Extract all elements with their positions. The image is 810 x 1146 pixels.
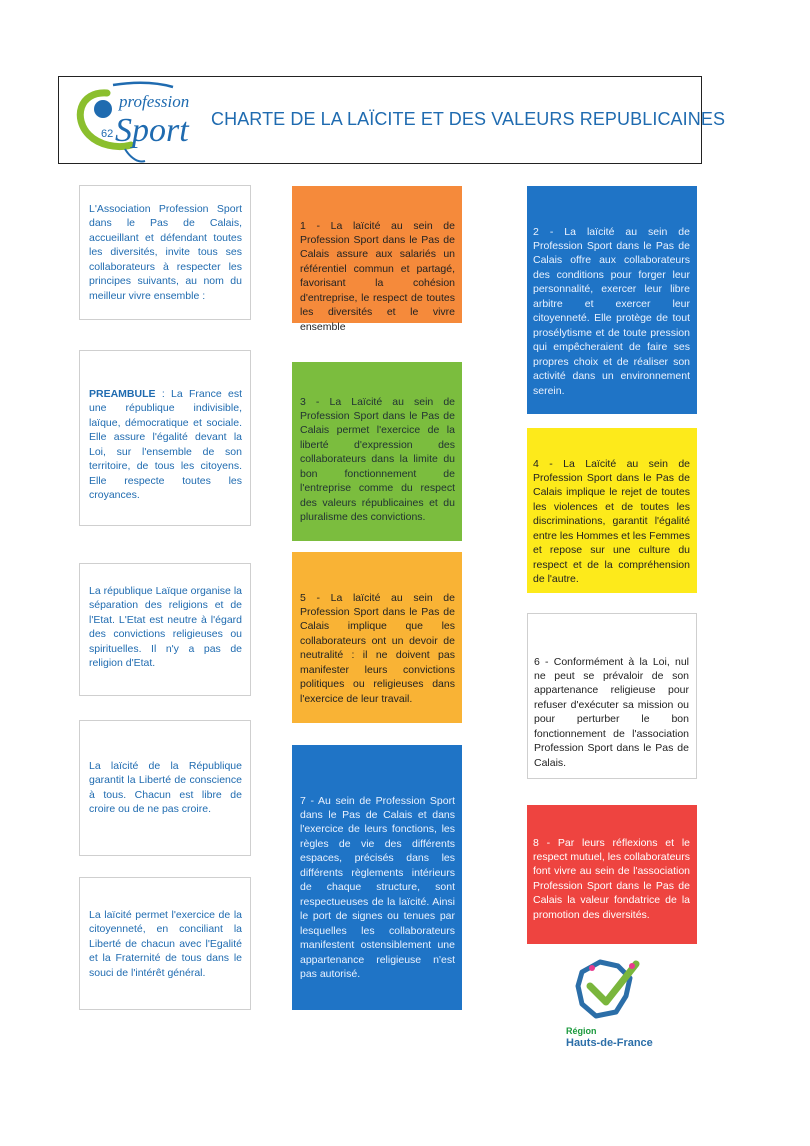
region-logo [556, 956, 656, 1051]
republique-text: La république Laïque organise la séparation des religions et de l'Etat. L'Etat est neutre à l'égard des convictions religieuses ou spirituelles. Il n'y a pas de religion d'Etat. [89, 585, 242, 670]
article-3-card [292, 362, 462, 541]
region-map-icon [572, 956, 644, 1022]
preambule-card [79, 350, 251, 526]
liberte-text: La laïcité de la République garantit la Liberté de conscience à tous. Chacun est libre de croire ou de ne pas croire. [89, 760, 242, 816]
article-2-text: 2 - La laïcité au sein de Profession Sport dans le Pas de Calais offre aux collaborateurs des conditions pour forger leur personnalité, exercer leur libre arbitre et exercer leur citoyenneté. Elle protège de tout prosélytisme et de toute pression qui empêcheraient de faire ses propres choix et de réaliser son activité dans un environnement serein. [533, 225, 690, 397]
article-7-card [292, 745, 462, 1010]
profession-sport-logo [69, 79, 209, 163]
article-5-card [292, 552, 462, 723]
preambule-text: : La France est une république indivisible, laïque, démocratique et sociale. Elle assure l'égalité devant la Loi, sur l'ensemble de son territoire, de tous les citoyens. Elle respecte toutes les croyances. [89, 388, 242, 502]
preambule-label: PREAMBULE [89, 388, 156, 400]
citoyennete-text: La laïcité permet l'exercice de la citoyenneté, en conciliant la Liberté de chacun avec l'Egalité et la Fraternité de tous dans le souci de l'intérêt général. [89, 909, 242, 979]
article-1-text: 1 - La laïcité au sein de Profession Sport dans le Pas de Calais assure aux salariés un référentiel commun et partagé, favorisant la cohésion d'entreprise, le respect de toutes les diversités et le vivre ensemble [300, 219, 455, 333]
page-title: CHARTE DE LA LAÏCITE ET DES VALEURS REPUBLICAINES [211, 109, 726, 129]
region-label-name: Hauts-de-France [566, 1037, 653, 1049]
region-label-small: Région [566, 1026, 597, 1036]
article-2-card [527, 186, 697, 414]
article-3-text: 3 - La Laïcité au sein de Profession Sport dans le Pas de Calais permet l'exercice de la liberté d'expression des collaborateurs dans la limite du bon fonctionnement de l'entreprise comme du respect des valeurs républicaines et du pluralisme des convictions. [300, 395, 455, 524]
liberte-card [79, 720, 251, 856]
article-1-card [292, 186, 462, 333]
article-6-card [527, 613, 697, 779]
republique-card [79, 563, 251, 696]
article-6-text: 6 - Conformément à la Loi, nul ne peut se prévaloir de son appartenance religieuse pour refuser d'exécuter sa mission ou pour perturber le bon fonctionnement de l'association Profession Sport dans le Pas de Calais. [534, 655, 689, 769]
article-4-card [527, 428, 697, 593]
article-4-text: 4 - La Laïcité au sein de Profession Sport dans le Pas de Calais implique le rejet de toutes les violences et de toutes les discriminations, garantit l'égalité entre les Hommes et les Femmes et repose sur une culture du respect et de la compréhension de l'autre. [533, 457, 690, 586]
logo-word-profession: profession [119, 92, 190, 111]
article-8-card [527, 805, 697, 944]
article-5-text: 5 - La laïcité au sein de Profession Sport dans le Pas de Calais implique que les collaborateurs ont un devoir de neutralité : il ne doivent pas manifester leurs convictions politiques ou religieuses dans l'exercice de leur travail. [300, 591, 455, 705]
citoyennete-card [79, 877, 251, 1010]
intro-text: L'Association Profession Sport dans le Pas de Calais, accueillant et défendant toutes les diversités, invite tous ses collaborateurs à respecter les principes suivants, au nom du meilleur vivre ensemble : [89, 203, 242, 302]
logo-number: 62 [101, 128, 114, 140]
preambule-paragraph [89, 387, 242, 503]
intro-card [79, 185, 251, 320]
charter-header [58, 76, 726, 164]
article-8-text: 8 - Par leurs réflexions et le respect mutuel, les collaborateurs font vivre au sein de l'association Profession Sport dans le Pas de Calais la valeur fondatrice de la promotion des diversités. [533, 836, 690, 921]
article-7-text: 7 - Au sein de Profession Sport dans le Pas de Calais et dans l'exercice de leurs fonctions, les règles de vie des différents espaces, précisés dans les différents règlements intérieurs de chaque structure, sont respectueuses de la laïcité. Ainsi le port de signes ou tenues par lesquelles les collaborateurs manifestent ostensiblement une appartenance religieuse n'est pas autorisé. [300, 794, 455, 981]
logo-word-sport: Sport [115, 112, 189, 149]
